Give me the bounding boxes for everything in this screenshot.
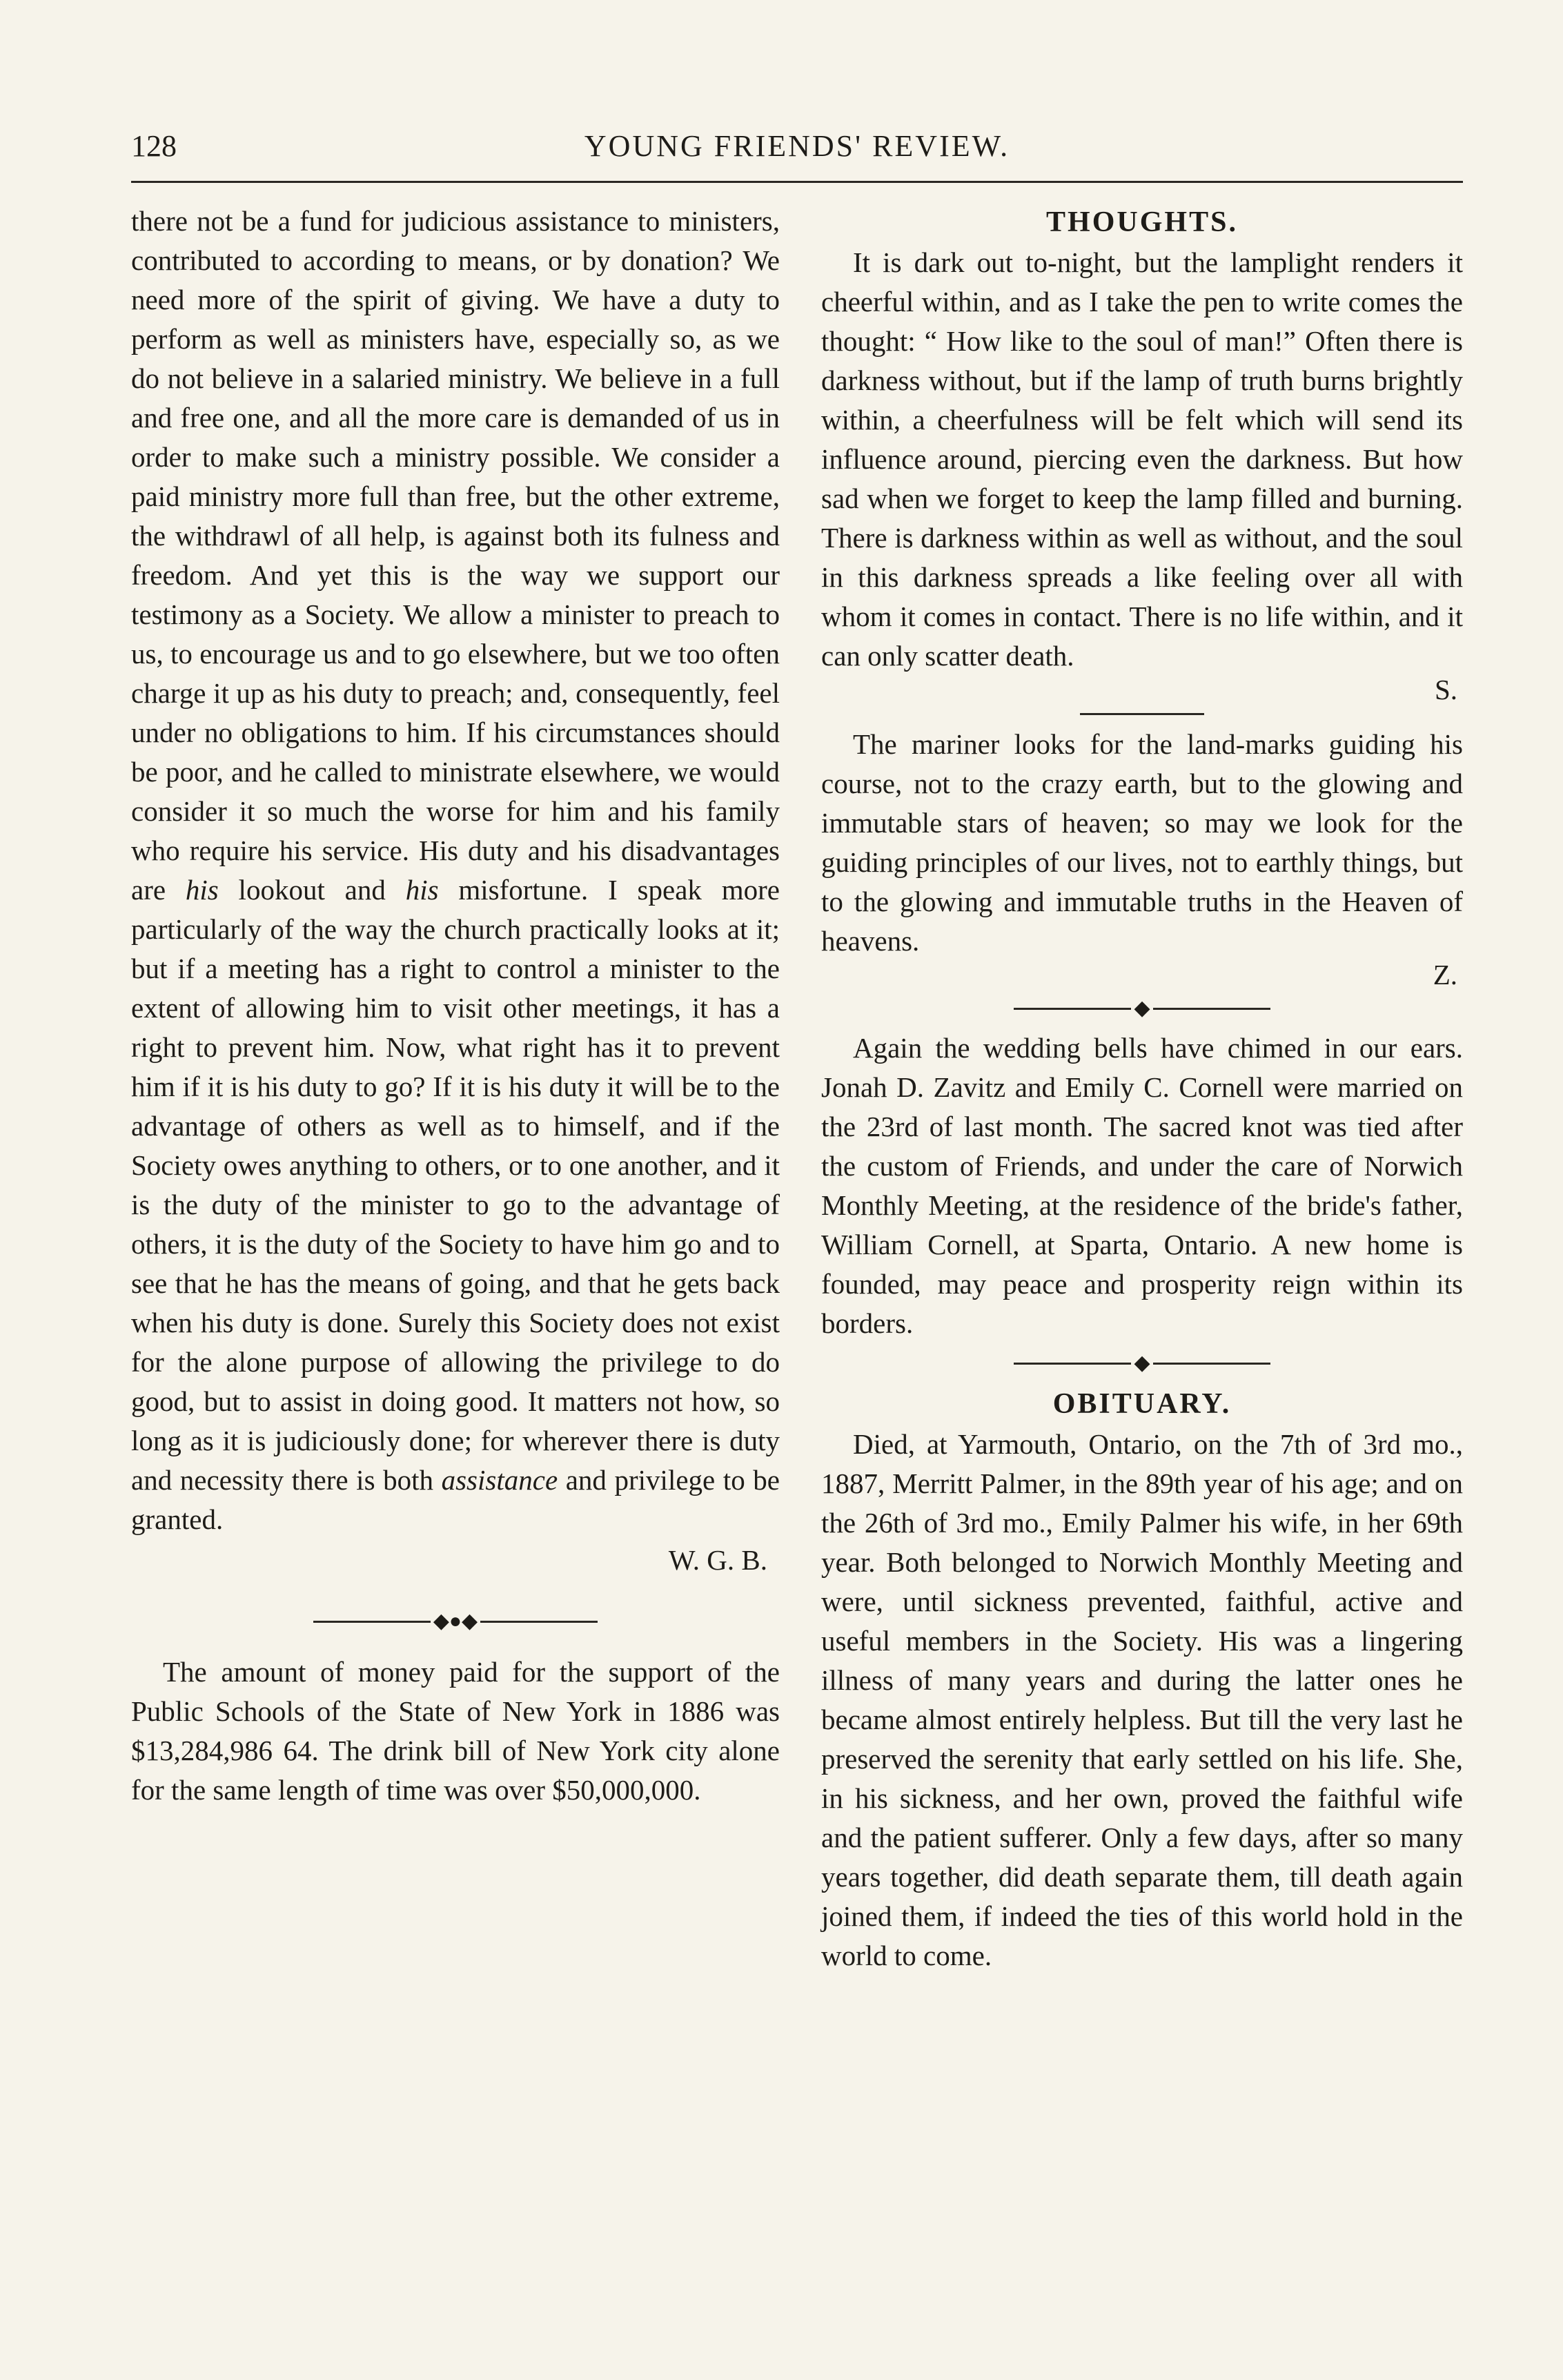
running-title: YOUNG FRIENDS' REVIEW. <box>584 129 1010 163</box>
page-number: 128 <box>131 129 177 163</box>
emphasis-his-2: his <box>405 874 439 906</box>
left-column <box>131 202 780 1810</box>
ornament-icon: ◆ <box>1134 997 1150 1020</box>
article-signature: W. G. B. <box>668 1544 767 1576</box>
page-header <box>131 128 1463 177</box>
section-rule <box>1080 713 1204 715</box>
emphasis-his-1: his <box>185 874 219 906</box>
public-schools-note: The amount of money paid for the support of the Public Schools of the State of New York in 1886 was $13,284,986 64. The drink bill of New York city alone for the same length of time was over $50,000,000. <box>131 1656 780 1806</box>
emphasis-assistance: assistance <box>441 1464 558 1496</box>
wedding-notice: Again the wedding bells have chimed in our ears. Jonah D. Zavitz and Emily C. Cornell were married on the 23rd of last month. The sacred knot was tied after the custom of Friends, and under the care of Norwich Monthly Meeting, at the residence of the bride's father, William Cornell, at Sparta, Ontario. A new home is founded, may peace and prosperity reign within its borders. <box>821 1032 1463 1339</box>
ornament-icon: ◆●◆ <box>433 1610 478 1632</box>
right-column <box>821 202 1463 1976</box>
thoughts-text: It is dark out to-night, but the lamplight renders it cheerful within, and as I take the pen to write comes the thought: “ How like to the soul of man!” Often there is darkness without, but if the lamp of truth burns brightly within, a cheerfulness will be felt which will send its influence around, piercing even the darkness. But how sad when we forget to keep the lamp filled and burning. There is darkness within as well as without, and the soul in this darkness spreads a like feeling over all with whom it comes in contact. There is no life within, and it can only scatter death. <box>821 246 1463 672</box>
mariner-signature: Z. <box>1433 959 1457 991</box>
thoughts-heading: THOUGHTS. <box>1046 206 1238 238</box>
ministry-article-text: there not be a fund for judicious assistance to ministers, contributed to according to means, or by donation? We need more of the spirit of giving. We have a duty to perform as well as ministers have, especially so, as we do not believe in a salaried ministry. We believe in a full and free one, and all the more care is demanded of us in order to make such a ministry possible. We consider a paid ministry more full than free, but the other extreme, the withdrawl of all help, is against both its fulness and freedom. And yet this is the way we support our testimony as a Society. We allow a minister to preach to us, to encourage us and to go elsewhere, but we too often charge it up as his duty to preach; and, consequently, feel under no obligations to him. If his circumstances should be poor, and he called to ministrate elsewhere, we would consider it so much the worse for him and his family who require his service. His duty and his disadvantages are his lookout and his misfortune. I speak more particularly of the way the church practically looks at it; but if a meeting has a right to control a minister to the extent of allowing him to visit other meetings, it has a right to prevent him. Now, what right has it to prevent him if it is his duty to go? If it is his duty it will be to the advantage of others as well as to himself, and if the Society owes anything to others, or to one another, and it is the duty of the minister to go to the advantage of others, it is the duty of the Society to have him go and to see that he has the means of going, and that he gets back when his duty is done. Surely this Society does not exist for the alone purpose of allowing the privilege to do good, but to assist in doing good. It matters not how, so long as it is judiciously done; for wherever there is duty and necessity there is both assistance and privilege to be granted. <box>131 205 780 1535</box>
obituary-text: Died, at Yarmouth, Ontario, on the 7th of 3rd mo., 1887, Merritt Palmer, in the 89th year of his age; and on the 26th of 3rd mo., Emily Palmer his wife, in her 69th year. Both belonged to Norwich Monthly Meeting and were, until sickness prevented, faithful, active and useful members in the Society. His was a lingering illness of many years and during the latter ones he became almost entirely helpless. But till the very last he preserved the serenity that early settled on his life. She, in his sickness, and her own, proved the faithful wife and the patient sufferer. Only a few days, after so many years together, did death separate them, till death again joined them, if indeed the ties of this world hold in the world to come. <box>821 1428 1463 1971</box>
obituary-heading: OBITUARY. <box>1052 1388 1232 1420</box>
ornamental-divider <box>821 1343 1463 1383</box>
ornamental-divider <box>131 1601 780 1641</box>
mariner-text: The mariner looks for the land-marks guiding his course, not to the crazy earth, but to the glowing and immutable stars of heaven; so may we look for the guiding principles of our lives, not to earthly things, but to the glowing and immutable truths in the Heaven of heavens. <box>821 728 1463 957</box>
header-rule <box>131 181 1463 183</box>
ornament-icon: ◆ <box>1134 1352 1150 1374</box>
ornamental-divider <box>821 988 1463 1028</box>
thoughts-signature: S. <box>1434 674 1457 705</box>
